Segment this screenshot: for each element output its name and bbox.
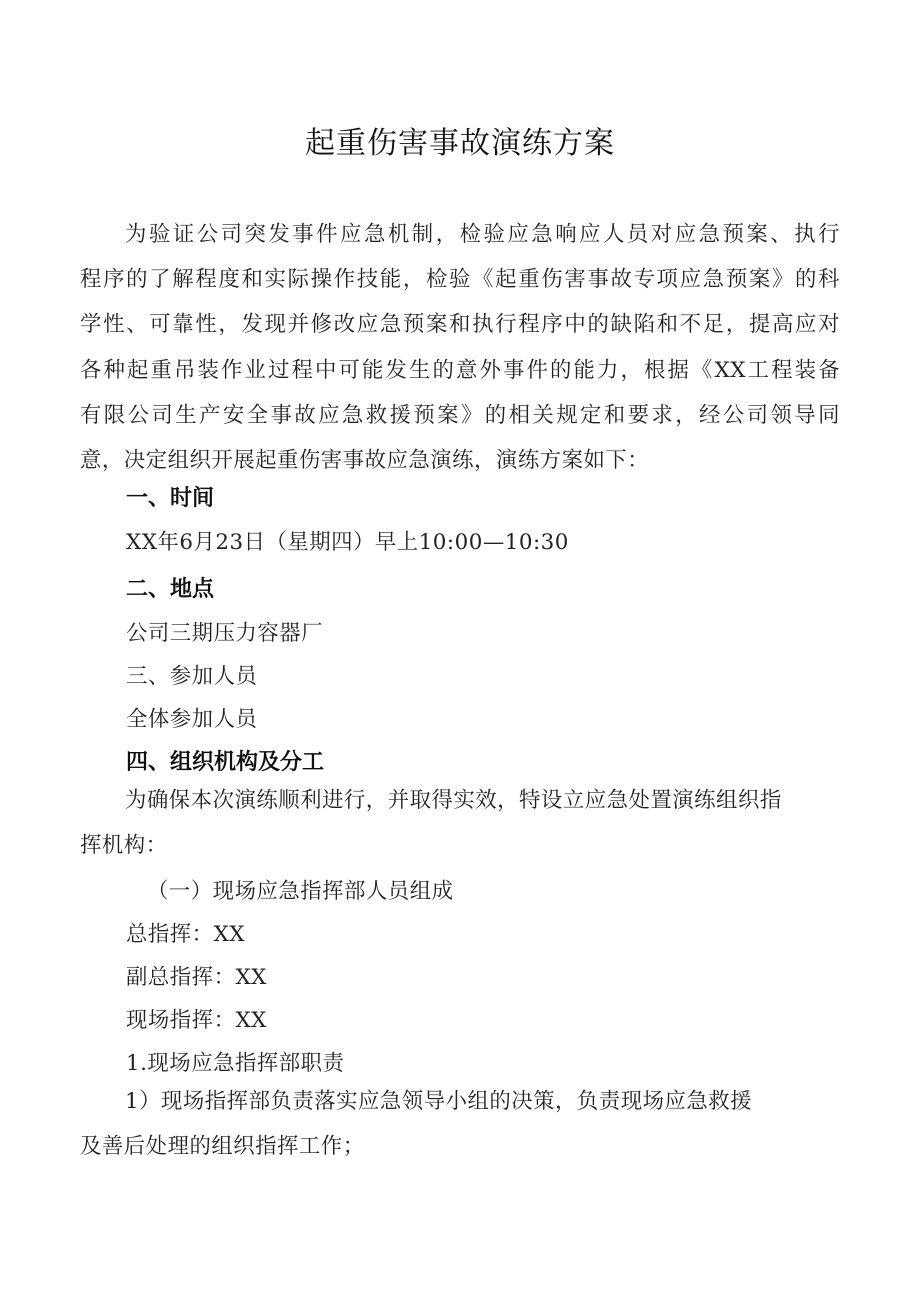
section-participants-heading: 三、参加人员 — [126, 664, 258, 689]
deputy-commander: 副总指挥：XX — [126, 965, 267, 990]
section-time-heading: 一、时间 — [126, 486, 215, 511]
section-participants-content: 全体参加人员 — [126, 707, 258, 732]
intro-line: 意，决定组织开展起重伤害事故应急演练，演练方案如下： — [80, 448, 650, 474]
org-subheading: （一）现场应急指挥部人员组成 — [147, 879, 454, 904]
intro-line: 程序的了解程度和实际操作技能，检验《起重伤害事故专项应急预案》的科 — [80, 267, 840, 293]
duty-1-paragraph — [80, 1079, 820, 1169]
org-intro-line: 挥机构： — [80, 833, 168, 858]
section-place-content: 公司三期压力容器厂 — [126, 621, 324, 646]
intro-line: 各种起重吊装作业过程中可能发生的意外事件的能力，根据《XX工程装备 — [80, 357, 840, 383]
intro-paragraph — [80, 212, 840, 483]
intro-line: 学性、可靠性，发现并修改应急预案和执行程序中的缺陷和不足，提高应对 — [80, 312, 840, 338]
duty-1-line: 及善后处理的组织指挥工作； — [80, 1134, 365, 1159]
duties-heading: 1.现场应急指挥部职责 — [126, 1051, 345, 1076]
intro-line: 有限公司生产安全事故应急救援预案》的相关规定和要求，经公司领导同 — [80, 402, 840, 428]
section-time-content: XX年6月23日（星期四）早上10:00—10:30 — [126, 530, 569, 555]
chief-commander: 总指挥：XX — [126, 922, 246, 947]
org-intro-line: 为确保本次演练顺利进行，并取得实效，特设立应急处置演练组织指 — [125, 788, 782, 813]
document-title: 起重伤害事故演练方案 — [305, 126, 615, 161]
duty-1-line: 1）现场指挥部负责落实应急领导小组的决策，负责现场应急救援 — [125, 1089, 753, 1114]
intro-line: 为验证公司突发事件应急机制，检验应急响应人员对应急预案、执行 — [125, 222, 840, 247]
section-org-heading: 四、组织机构及分工 — [126, 750, 325, 775]
section-org-intro — [80, 778, 820, 868]
site-commander: 现场指挥：XX — [126, 1008, 267, 1033]
section-place-heading: 二、地点 — [126, 577, 215, 602]
